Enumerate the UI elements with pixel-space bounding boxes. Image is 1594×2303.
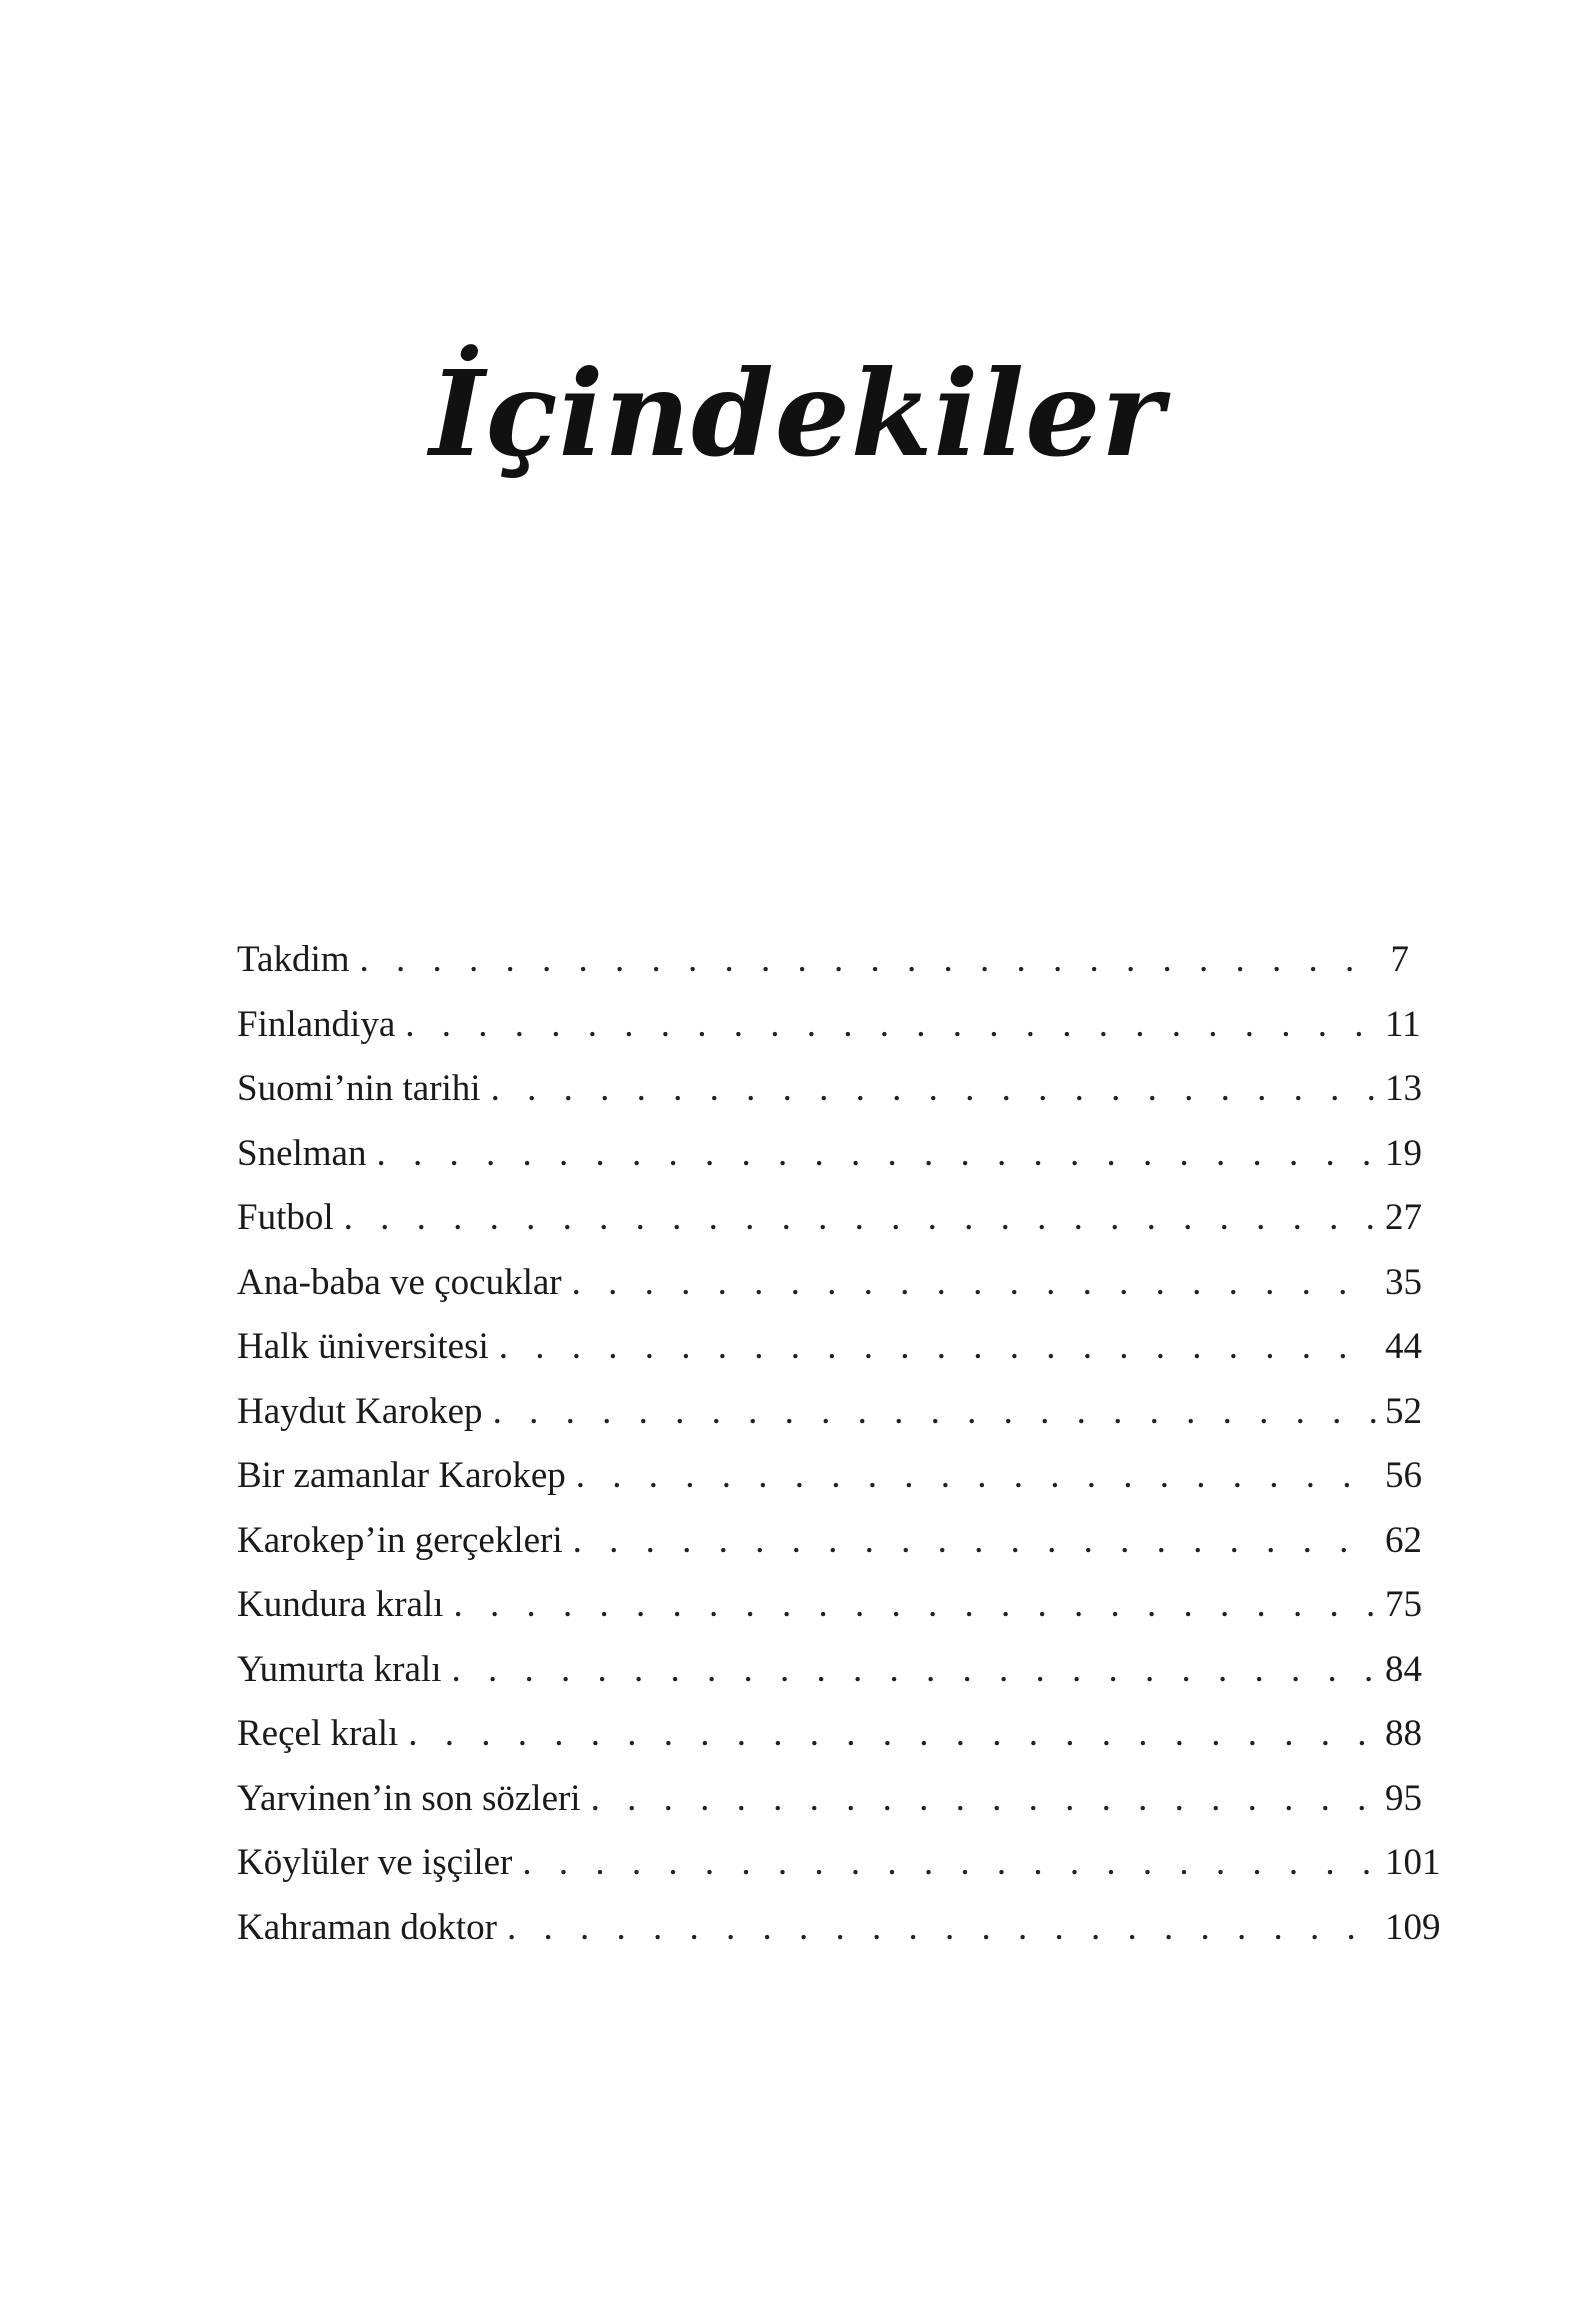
toc-entry-title: Kahraman doktor bbox=[237, 1906, 497, 1948]
toc-entry bbox=[237, 1315, 1422, 1380]
toc-entry-title: Reçel kralı bbox=[237, 1713, 399, 1754]
dot-leader bbox=[522, 1831, 1377, 1896]
toc-page-number: 13 bbox=[1385, 1068, 1422, 1109]
dot-leader bbox=[408, 1702, 1377, 1767]
dot-leader bbox=[491, 1057, 1377, 1122]
toc-entry-title: Finlandiya bbox=[237, 1003, 396, 1045]
toc-entry bbox=[237, 1057, 1422, 1122]
dot-leader bbox=[344, 1186, 1377, 1251]
toc-entry-title: Yumurta kralı bbox=[237, 1648, 442, 1690]
toc-page-number: 101 bbox=[1385, 1842, 1441, 1883]
toc-entry-title: Ana-baba ve çocuklar bbox=[237, 1261, 562, 1303]
dot-leader bbox=[573, 1509, 1377, 1574]
toc-entry bbox=[237, 1186, 1422, 1251]
dot-leader bbox=[507, 1896, 1377, 1961]
toc-entry-title: Karokep’in gerçekleri bbox=[237, 1519, 563, 1561]
toc-entry bbox=[237, 1638, 1422, 1703]
toc-entry-title: Halk üniversitesi bbox=[237, 1326, 489, 1367]
dot-leader bbox=[376, 1122, 1377, 1187]
toc-entry bbox=[237, 1896, 1441, 1961]
toc-entry bbox=[237, 1767, 1422, 1832]
dot-leader bbox=[405, 993, 1377, 1058]
toc-page-number: 11 bbox=[1385, 1003, 1421, 1045]
toc-page-number: 84 bbox=[1385, 1648, 1422, 1690]
toc-entry-title: Yarvinen’in son sözleri bbox=[237, 1777, 581, 1819]
dot-leader bbox=[454, 1573, 1377, 1638]
toc-entry bbox=[237, 1122, 1422, 1187]
toc-page-number: 95 bbox=[1385, 1777, 1422, 1819]
toc-entry bbox=[237, 1444, 1422, 1509]
toc-page-number: 109 bbox=[1385, 1906, 1441, 1948]
toc-entry bbox=[237, 993, 1421, 1058]
page-title: İçindekiler bbox=[429, 344, 1165, 484]
toc-page-number: 52 bbox=[1385, 1390, 1422, 1432]
dot-leader bbox=[499, 1315, 1377, 1380]
toc-entry bbox=[237, 1509, 1422, 1574]
toc-entry-title: Snelman bbox=[237, 1132, 367, 1174]
toc-entry bbox=[237, 1831, 1441, 1896]
toc-page-number: 7 bbox=[1390, 939, 1409, 980]
toc-page-number: 88 bbox=[1385, 1713, 1422, 1754]
toc-entry-title: Köylüler ve işçiler bbox=[237, 1842, 513, 1883]
dot-leader bbox=[360, 928, 1378, 993]
toc-entry bbox=[237, 1573, 1422, 1638]
dot-leader bbox=[493, 1380, 1377, 1445]
toc-entry bbox=[237, 1251, 1422, 1316]
dot-leader bbox=[572, 1251, 1377, 1316]
toc-page-number: 35 bbox=[1385, 1261, 1422, 1303]
toc-entry bbox=[237, 928, 1409, 993]
toc-page-number: 75 bbox=[1385, 1584, 1422, 1625]
toc-page-number: 56 bbox=[1385, 1455, 1422, 1496]
toc-entry-title: Haydut Karokep bbox=[237, 1390, 483, 1432]
dot-leader bbox=[591, 1767, 1377, 1832]
dot-leader bbox=[451, 1638, 1377, 1703]
toc-page-number: 62 bbox=[1385, 1519, 1422, 1561]
toc-entry-title: Takdim bbox=[237, 939, 350, 980]
toc-entry-title: Bir zamanlar Karokep bbox=[237, 1455, 566, 1496]
table-of-contents bbox=[237, 928, 1441, 1960]
toc-page-number: 27 bbox=[1385, 1197, 1422, 1238]
toc-page-number: 19 bbox=[1385, 1132, 1422, 1174]
toc-entry-title: Futbol bbox=[237, 1197, 334, 1238]
toc-page-number: 44 bbox=[1385, 1326, 1422, 1367]
toc-entry bbox=[237, 1380, 1422, 1445]
dot-leader bbox=[576, 1444, 1377, 1509]
toc-entry bbox=[237, 1702, 1422, 1767]
toc-entry-title: Kundura kralı bbox=[237, 1584, 444, 1625]
toc-entry-title: Suomi’nin tarihi bbox=[237, 1068, 481, 1109]
